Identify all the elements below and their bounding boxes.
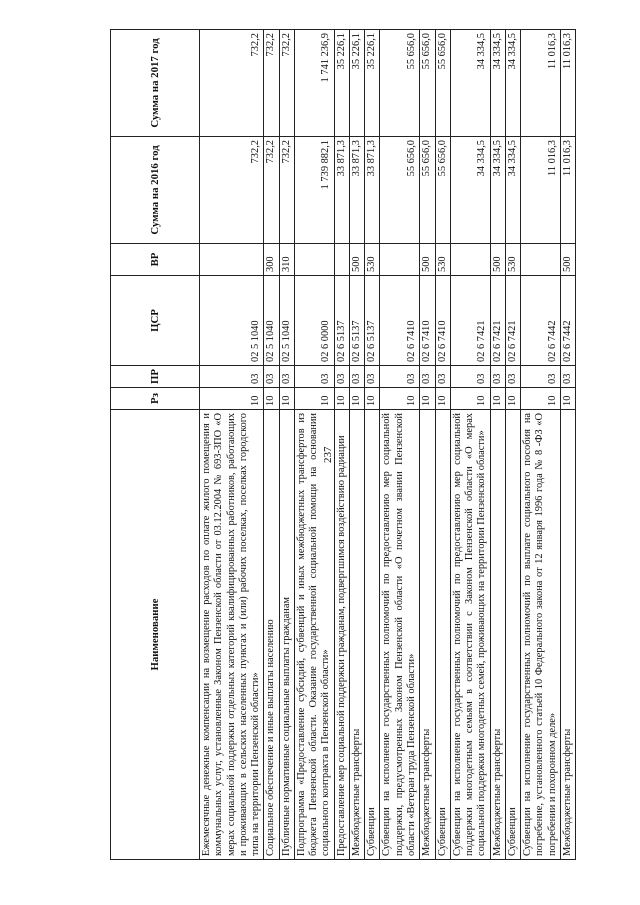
row-csr: 02 6 5137 [365,276,380,366]
row-vr: 310 [279,244,294,276]
row-vr: 530 [505,244,520,276]
row-rz: 10 [334,388,349,410]
row-sum-2016: 732,2 [264,137,279,244]
row-sum-2017: 732,2 [279,30,294,137]
row-sum-2017: 55 656,0 [420,30,435,137]
row-sum-2017: 11 016,3 [521,30,561,137]
header-pr: ПР [111,366,200,388]
row-pr: 03 [435,366,450,388]
table-row [279,30,294,860]
table-row [521,30,561,860]
row-vr [200,244,264,276]
page-number: 237 [322,446,334,463]
row-csr: 02 6 7442 [560,276,575,366]
row-csr: 02 6 5137 [349,276,364,366]
table-row [294,30,334,860]
row-csr: 02 6 7410 [435,276,450,366]
row-rz: 10 [450,388,490,410]
row-sum-2017: 732,2 [264,30,279,137]
row-pr: 03 [560,366,575,388]
row-name: Социальное обеспечение и иные выплаты населению [264,410,279,860]
row-pr: 03 [365,366,380,388]
row-sum-2016: 34 334,5 [490,137,505,244]
table-row [200,30,264,860]
row-vr [294,244,334,276]
table-row [365,30,380,860]
row-vr: 530 [365,244,380,276]
row-sum-2016: 33 871,3 [334,137,349,244]
row-csr: 02 6 5137 [334,276,349,366]
row-sum-2017: 35 226,1 [334,30,349,137]
row-csr: 02 6 7421 [505,276,520,366]
row-name: Предоставление мер социальной поддержки гражданам, подвергшимся воздействию радиации [334,410,349,860]
table-row [490,30,505,860]
row-name: Межбюджетные трансферты [490,410,505,860]
row-rz: 10 [380,388,420,410]
row-pr: 03 [349,366,364,388]
row-rz: 10 [490,388,505,410]
row-name: Межбюджетные трансферты [420,410,435,860]
row-rz: 10 [435,388,450,410]
table-row [420,30,435,860]
document-page [110,30,573,860]
row-sum-2016: 34 334,5 [505,137,520,244]
row-pr: 03 [294,366,334,388]
row-sum-2016: 33 871,3 [349,137,364,244]
row-sum-2016: 1 739 882,1 [294,137,334,244]
row-pr: 03 [279,366,294,388]
row-vr [521,244,561,276]
row-csr: 02 6 7421 [490,276,505,366]
row-pr: 03 [450,366,490,388]
row-rz: 10 [560,388,575,410]
row-rz: 10 [365,388,380,410]
row-pr: 03 [490,366,505,388]
row-csr: 02 5 1040 [200,276,264,366]
row-csr: 02 6 7442 [521,276,561,366]
row-sum-2016: 34 334,5 [450,137,490,244]
row-vr: 500 [420,244,435,276]
table-row [349,30,364,860]
header-csr: ЦСР [111,276,200,366]
row-pr: 03 [420,366,435,388]
row-sum-2017: 11 016,3 [560,30,575,137]
row-name: Субвенции на исполнение государственных полномочий по предоставлению мер социальной поддержки, предусмотренных Законом Пензенской области «О почетном звании Пензенской области «Ветеран труда Пензенской области» [380,410,420,860]
row-name: Субвенции [505,410,520,860]
table-row [505,30,520,860]
row-sum-2017: 55 656,0 [380,30,420,137]
header-name: Наименование [111,410,200,860]
table-row [380,30,420,860]
row-vr: 300 [264,244,279,276]
row-csr: 02 6 0000 [294,276,334,366]
row-vr [334,244,349,276]
row-pr: 03 [334,366,349,388]
row-vr: 500 [349,244,364,276]
row-vr: 530 [435,244,450,276]
row-csr: 02 6 7410 [380,276,420,366]
row-sum-2016: 732,2 [200,137,264,244]
header-rz: Рз [111,388,200,410]
row-sum-2016: 55 656,0 [435,137,450,244]
budget-table [110,29,576,860]
row-name: Субвенции на исполнение государственных полномочий по предоставлению мер социальной поддержки многодетным семьям в соответствии с Законом Пензенской области «О мерах социальной поддержки многодетных семей, проживающих на территории Пензенской области» [450,410,490,860]
table-row [334,30,349,860]
row-rz: 10 [521,388,561,410]
row-vr: 500 [490,244,505,276]
row-sum-2017: 35 226,1 [365,30,380,137]
row-name: Подпрограмма «Предоставление субсидий, субвенций и иных межбюджетных трансфертов из бюджета Пензенской области. Оказание государственной социальной помощи на основании социального контракта в Пензенской области» [294,410,334,860]
row-rz: 10 [294,388,334,410]
row-name: Публичные нормативные социальные выплаты гражданам [279,410,294,860]
table-row [264,30,279,860]
row-vr: 500 [560,244,575,276]
row-name: Субвенции [365,410,380,860]
row-vr [450,244,490,276]
row-rz: 10 [279,388,294,410]
row-sum-2016: 11 016,3 [521,137,561,244]
row-rz: 10 [264,388,279,410]
row-csr: 02 6 7421 [450,276,490,366]
row-sum-2017: 1 741 236,9 [294,30,334,137]
row-pr: 03 [380,366,420,388]
row-sum-2017: 34 334,5 [450,30,490,137]
row-sum-2017: 55 656,0 [435,30,450,137]
table-row [450,30,490,860]
row-name: Ежемесячные денежные компенсации на возмещение расходов по оплате жилого помещения и коммунальных услуг, установленные Законом Пензенской области от 03.12.2004 № 693-ЗПО «О мерах социальной поддержки отдельных категорий квалифицированных работников, работающих и проживающих в сельских населенных пунктах и (или) рабочих поселках, поселках городского типа на территории Пензенской области» [200,410,264,860]
table-header-row [111,30,200,860]
row-name: Межбюджетные трансферты [349,410,364,860]
row-sum-2017: 34 334,5 [505,30,520,137]
row-sum-2017: 34 334,5 [490,30,505,137]
row-csr: 02 6 7410 [420,276,435,366]
row-rz: 10 [420,388,435,410]
row-vr [380,244,420,276]
row-sum-2016: 55 656,0 [380,137,420,244]
row-pr: 03 [505,366,520,388]
row-name: Субвенции [435,410,450,860]
row-sum-2017: 35 226,1 [349,30,364,137]
row-csr: 02 5 1040 [264,276,279,366]
row-name: Межбюджетные трансферты [560,410,575,860]
header-vr: ВР [111,244,200,276]
row-sum-2016: 33 871,3 [365,137,380,244]
row-pr: 03 [264,366,279,388]
table-row [435,30,450,860]
row-sum-2016: 732,2 [279,137,294,244]
row-pr: 03 [200,366,264,388]
row-csr: 02 5 1040 [279,276,294,366]
header-sum-2017: Сумма на 2017 год [111,30,200,137]
header-sum-2016: Сумма на 2016 год [111,137,200,244]
row-sum-2016: 11 016,3 [560,137,575,244]
row-sum-2017: 732,2 [200,30,264,137]
row-pr: 03 [521,366,561,388]
table-row [560,30,575,860]
row-rz: 10 [349,388,364,410]
row-name: Субвенции на исполнение государственных полномочий по выплате социального пособия на погребение, установленного статьей 10 Федерального закона от 12 января 1996 года № 8 -ФЗ «О погребении и похоронном деле» [521,410,561,860]
row-rz: 10 [505,388,520,410]
row-sum-2016: 55 656,0 [420,137,435,244]
row-rz: 10 [200,388,264,410]
